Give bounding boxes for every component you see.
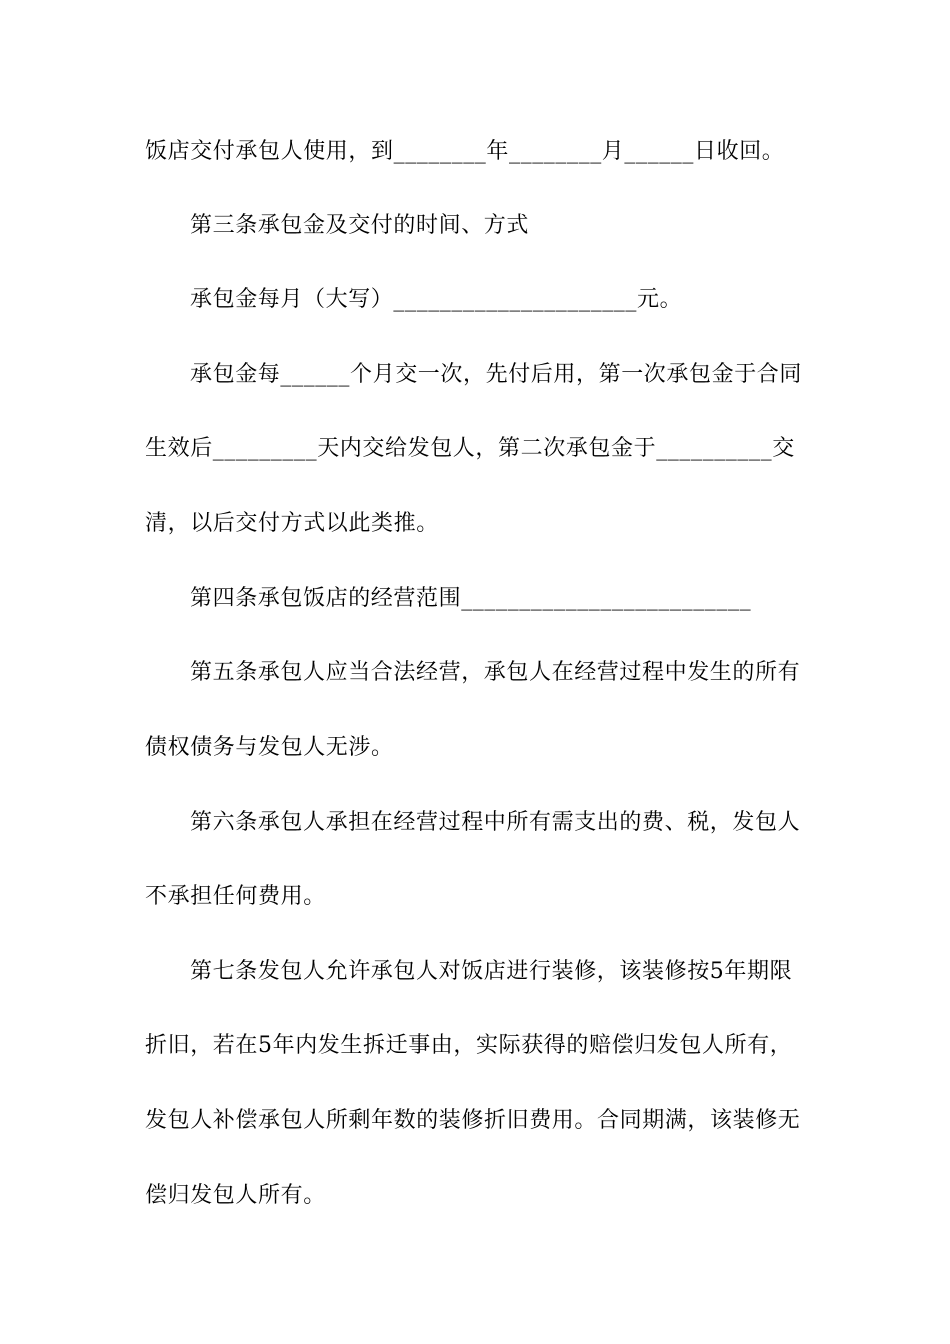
text-line-3: 承包金每月（大写）_____________________元。 (190, 287, 683, 312)
article-5-text: 第五条承包人应当合法经营，承包人在经营过程中发生的所有 (190, 660, 801, 685)
text-line-13: 折旧，若在5年内发生拆迁事由，实际获得的赔偿归发包人所有， (145, 1033, 793, 1058)
article-6-text: 第六条承包人承担在经营过程中所有需支出的费、税，发包人 (190, 810, 801, 835)
text-line-4: 承包金每______个月交一次，先付后用，第一次承包金于合同 (190, 362, 803, 387)
article-7-text: 第七条发包人允许承包人对饭店进行装修，该装修按5年期限 (190, 959, 793, 984)
text-line-11: 不承担任何费用。 (145, 884, 326, 909)
text-line-6: 清，以后交付方式以此类推。 (145, 511, 439, 536)
article-4-text: 第四条承包饭店的经营范围_________________________ (190, 586, 752, 611)
text-line-15: 偿归发包人所有。 (145, 1183, 326, 1208)
article-3-heading: 第三条承包金及交付的时间、方式 (190, 213, 530, 238)
text-line-5: 生效后_________天内交给发包人，第二次承包金于__________交 (145, 436, 795, 461)
text-line-9: 债权债务与发包人无涉。 (145, 735, 394, 760)
text-line-1: 饭店交付承包人使用，到________年________月______日收回。 (145, 139, 785, 164)
text-line-14: 发包人补偿承包人所剩年数的装修折旧费用。合同期满，该装修无 (145, 1108, 801, 1133)
